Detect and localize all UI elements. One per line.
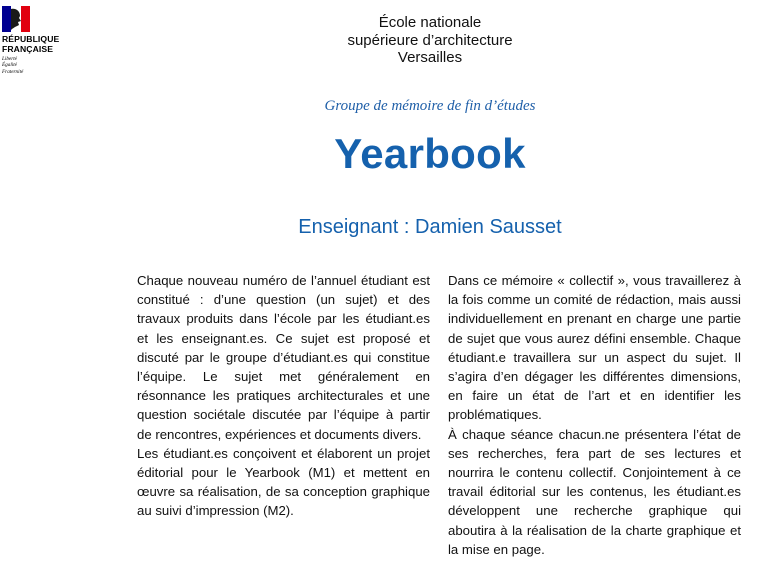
right-column bbox=[448, 271, 741, 559]
left-paragraph-2: Les étudiant.es conçoivent et élaborent un projet éditorial pour le Yearbook (M1) et mettent en œuvre sa réalisation, de sa conception graphique au suivi d’impression (M2). bbox=[137, 445, 430, 519]
right-paragraph-2: À chaque séance chacun.ne présentera l’état de ses recherches, fera part de ses lectures et nourrira le contenu collectif. Conjointement à ce travail éditorial sur les contenus, les étudiant.es développent une recherche graphique qui aboutira à la réalisation de la charte graphique et la mise en page. bbox=[448, 426, 741, 557]
school-name-line2: supérieure d’architecture bbox=[347, 31, 513, 49]
page-title: Yearbook bbox=[334, 130, 526, 177]
school-name-line1: École nationale bbox=[378, 14, 482, 31]
logo-motto-line3: Fraternité bbox=[2, 68, 24, 75]
left-column bbox=[137, 271, 430, 521]
logo-motto bbox=[2, 56, 82, 75]
group-subtitle: Groupe de mémoire de fin d’études bbox=[324, 98, 536, 114]
logo-name bbox=[2, 35, 82, 54]
right-paragraph-1: Dans ce mémoire « collectif », vous travaillerez à la fois comme un comité de rédaction, mais aussi individuellement en prenant en charge une partie de sujet que vous aurez défini ensemble. Chaque étudiant.e travaillera sur un aspect du sujet. Il s’agira d’en dégager les différentes dimensions, en faire un état de l’art et en identifier les problématiques. bbox=[448, 273, 741, 423]
republique-francaise-logo bbox=[2, 6, 82, 75]
left-paragraph-1: Chaque nouveau numéro de l’annuel étudiant est constitué : d’une question (un sujet) et des travaux produits dans l’école par les étudiant.es et les enseignant.es. Ce sujet est proposé et discuté par le groupe d’étudiant.es qui constitue l’équipe. Le sujet met généralement en résonnance les pratiques architecturales et une question sociétale discutée par l’équipe à partir de rencontres, expériences et documents divers. bbox=[137, 273, 430, 442]
logo-motto-line1: Liberté bbox=[2, 56, 17, 62]
school-name bbox=[250, 14, 610, 67]
logo-name-line1: RÉPUBLIQUE bbox=[2, 34, 60, 44]
logo-name-line2: FRANÇAISE bbox=[2, 43, 54, 54]
teacher-heading: Enseignant : Damien Sausset bbox=[298, 216, 562, 238]
logo-motto-line2: Égalité bbox=[2, 62, 17, 69]
marianne-icon bbox=[2, 6, 30, 32]
school-name-line3: Versailles bbox=[397, 49, 463, 66]
